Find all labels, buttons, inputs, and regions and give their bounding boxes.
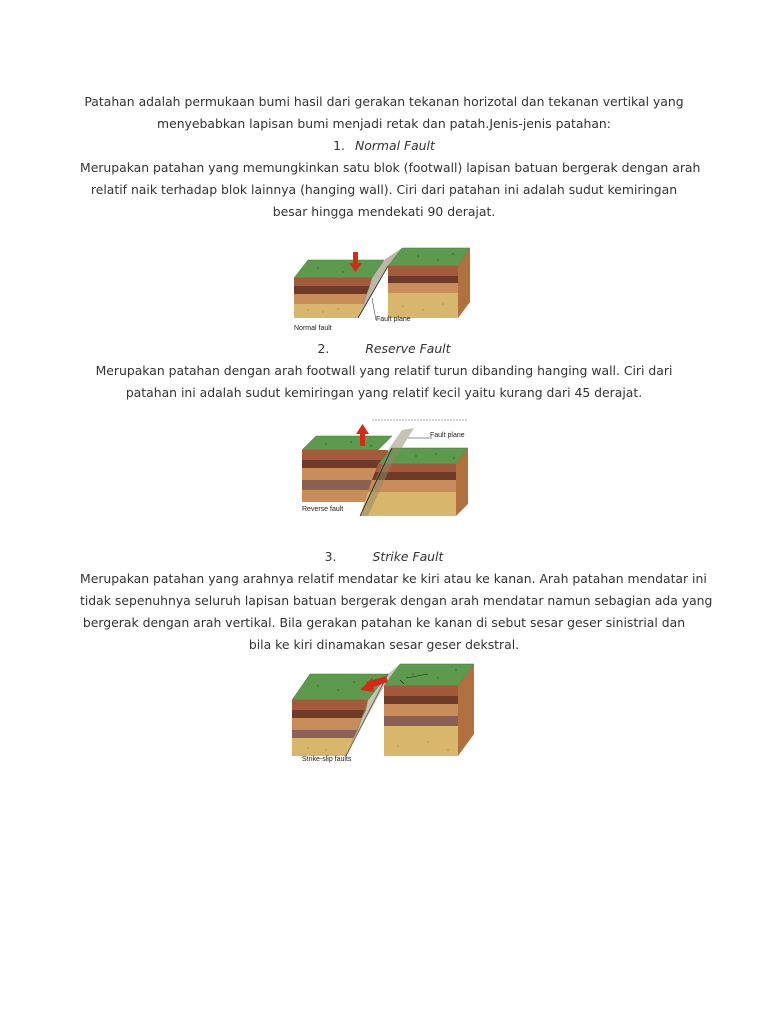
paragraph-line: Merupakan patahan yang arahnya relatif mendatar ke kiri atau ke kanan. Arah patahan mendatar ini [80,571,707,586]
paragraph-line: Merupakan patahan yang memungkinkan satu blok (footwall) lapisan batuan bergerak dengan arah [80,160,701,175]
section-heading-normal-fault [80,135,688,157]
section-heading-reserve-fault [80,338,688,360]
paragraph-line: besar hingga mendekati 90 derajat. [272,204,496,219]
strike-slip-figure [288,660,478,770]
paragraph-line: relatif naik terhadap blok lainnya (hanging wall). Ciri dari patahan ini adalah sudut kemiringan [90,182,678,197]
paragraph-line: bergerak dengan arah vertikal. Bila gerakan patahan ke kanan di sebut sesar geser sinistrial dan [82,615,686,630]
figure-caption: Reverse fault [302,506,344,513]
paragraph-line: Merupakan patahan dengan arah footwall yang relatif turun dibanding hanging wall. Ciri dari [95,363,673,378]
section-number: 1. [333,138,345,153]
paragraph-line: bila ke kiri dinamakan sesar geser dekstral. [248,637,520,652]
figure-caption: Normal fault [294,325,332,332]
intro-line: menyebabkan lapisan bumi menjadi retak dan patah.Jenis-jenis patahan: [157,116,611,131]
intro-paragraph [80,91,688,135]
section-title: Reserve Fault [365,341,451,356]
section-number: 2. [317,341,330,356]
fault-plane-label: Fault plane [430,432,465,439]
figure-caption: Strike-slip faults [302,756,352,763]
normal-fault-paragraph [80,157,701,223]
section-heading-strike-fault [80,546,688,568]
normal-fault-figure [288,246,478,336]
paragraph-line: tidak sepenuhnya seluruh lapisan batuan bergerak dengan arah mendatar namun sebagian ada yang [80,593,713,608]
section-title: Strike Fault [372,549,444,564]
reserve-fault-paragraph [80,360,688,404]
section-number: 3. [324,549,337,564]
strike-slip-diagram [288,660,478,770]
paragraph-line: patahan ini adalah sudut kemiringan yang relatif kecil yaitu kurang dari 45 derajat. [125,385,643,400]
reverse-fault-figure [296,416,476,520]
strike-fault-paragraph [80,568,713,656]
fault-plane-label: Fault plane [376,316,411,323]
intro-line: Patahan adalah permukaan bumi hasil dari gerakan tekanan horizotal dan tekanan vertikal yang [84,94,684,109]
section-title: Normal Fault [354,138,435,153]
